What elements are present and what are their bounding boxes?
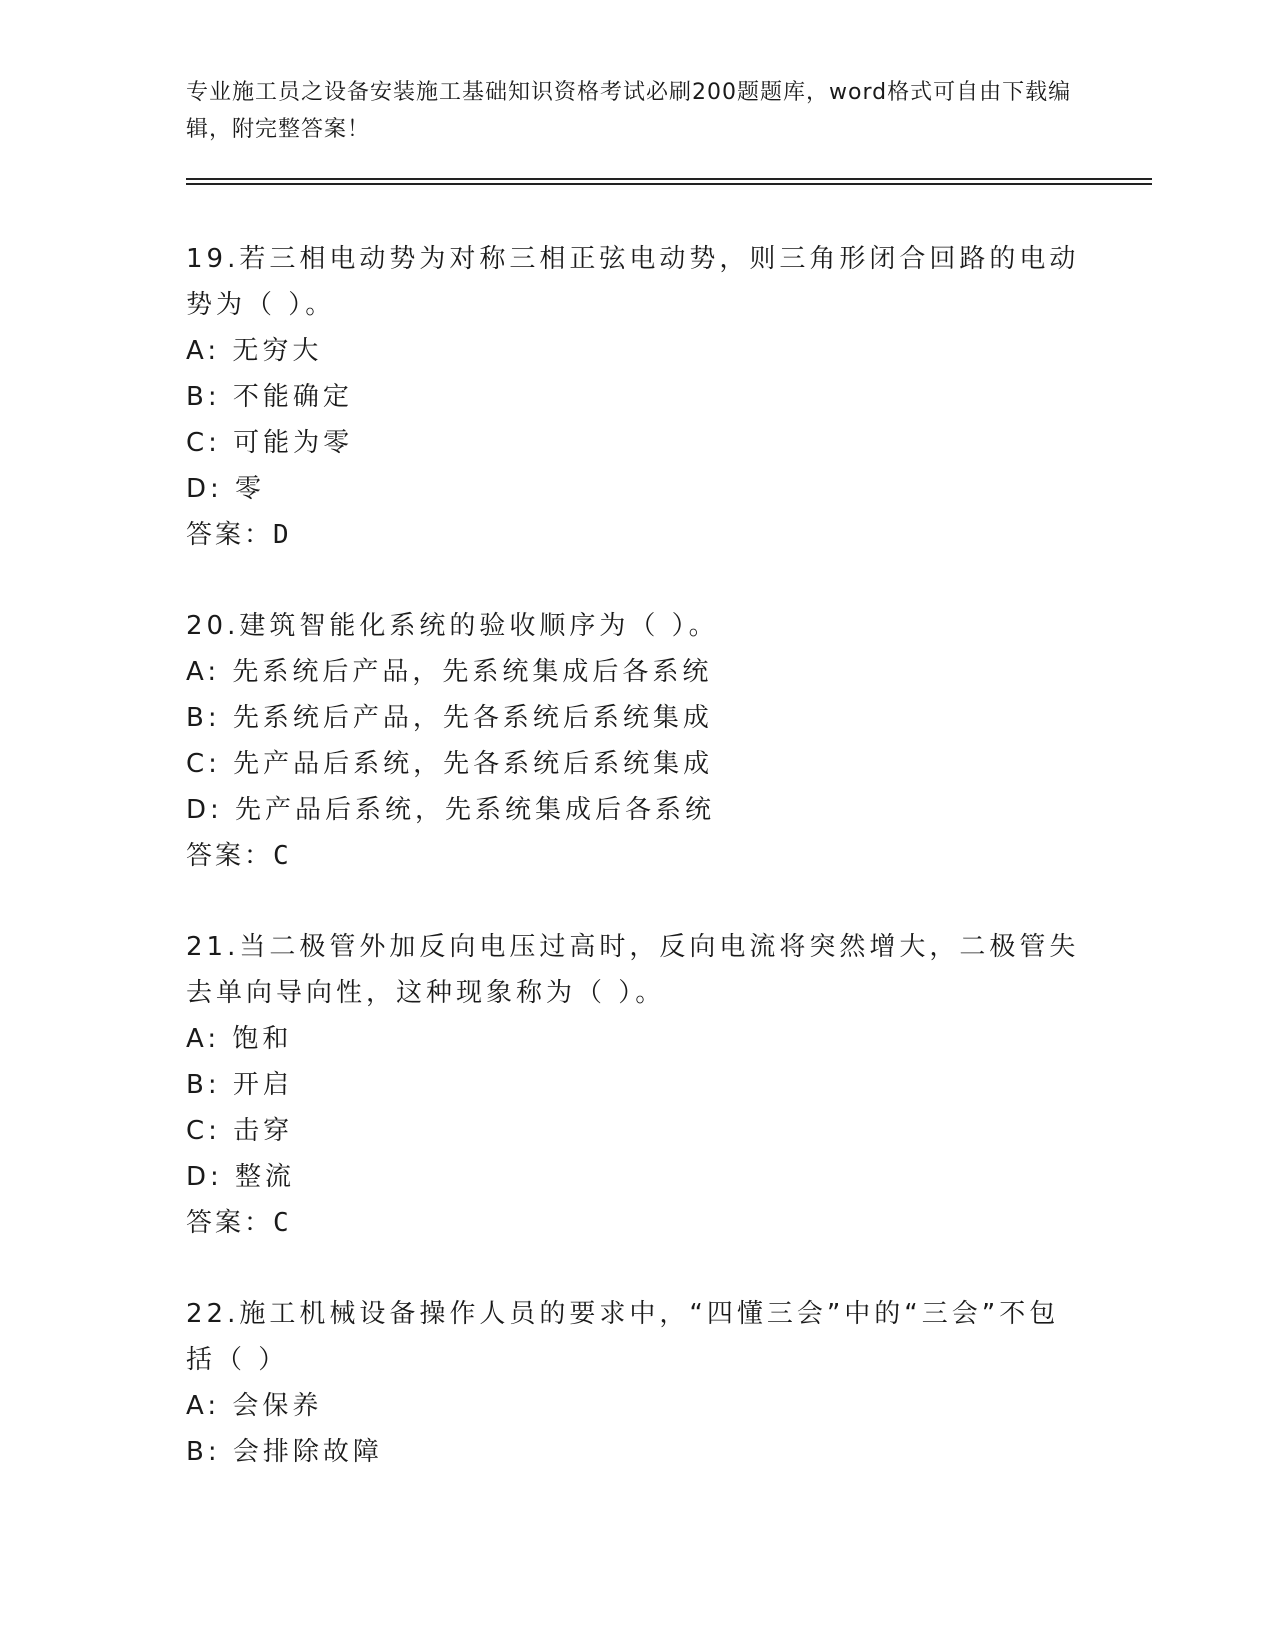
answer-line: 答案：D [186, 520, 292, 550]
option-d: D: 先产品后系统，先系统集成后各系统 [186, 795, 716, 825]
option-b: B: 不能确定 [186, 382, 353, 412]
option-a: A: 先系统后产品，先系统集成后各系统 [186, 657, 713, 687]
document-header: 专业施工员之设备安装施工基础知识资格考试必刷200题题库，word格式可自由下载编辑，附完整答案！ [186, 80, 1072, 142]
question-19 [186, 236, 1086, 558]
question-list [186, 236, 1086, 1520]
answer-line: 答案：C [186, 1208, 292, 1238]
option-d: D: 整流 [186, 1162, 296, 1192]
option-a: A: 无穷大 [186, 336, 323, 366]
option-c: C: 可能为零 [186, 428, 354, 458]
question-stem: 20.建筑智能化系统的验收顺序为（ ）。 [186, 611, 719, 641]
option-d: D: 零 [186, 474, 266, 504]
option-b: B: 开启 [186, 1070, 293, 1100]
question-stem: 22.施工机械设备操作人员的要求中，“四懂三会”中的“三会”不包括（ ） [186, 1299, 1060, 1375]
header-divider-bottom [186, 183, 1152, 185]
answer-line: 答案：C [186, 841, 292, 871]
option-b: B: 会排除故障 [186, 1437, 383, 1467]
header-divider-top [186, 178, 1152, 180]
option-c: C: 先产品后系统，先各系统后系统集成 [186, 749, 714, 779]
question-22 [186, 1291, 1086, 1475]
option-c: C: 击穿 [186, 1116, 294, 1146]
option-a: A: 会保养 [186, 1391, 323, 1421]
question-stem: 19.若三相电动势为对称三相正弦电动势，则三角形闭合回路的电动势为（ ）。 [186, 244, 1080, 320]
question-21 [186, 924, 1086, 1246]
question-stem: 21.当二极管外加反向电压过高时，反向电流将突然增大，二极管失去单向导向性，这种现象称为（ ）。 [186, 932, 1080, 1008]
option-b: B: 先系统后产品，先各系统后系统集成 [186, 703, 713, 733]
question-20 [186, 603, 1086, 879]
option-a: A: 饱和 [186, 1024, 293, 1054]
